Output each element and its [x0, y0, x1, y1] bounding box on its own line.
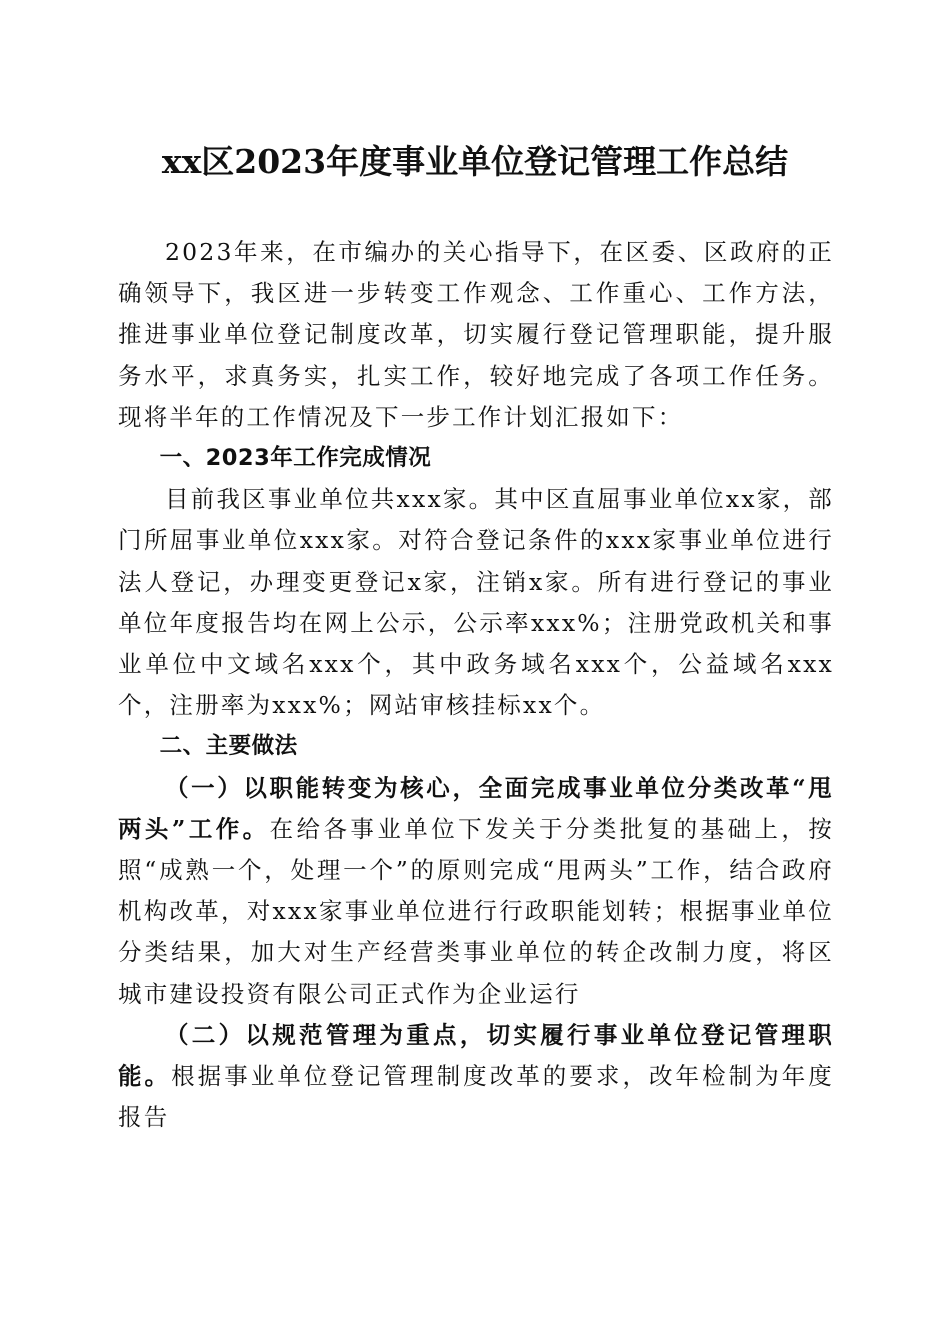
document-title: xx区2023年度事业单位登记管理工作总结 [161, 142, 789, 181]
practice-item-2-lead: （二）以规范管理为重点，切实履行事业单位登记管理职能。 [118, 1020, 834, 1091]
completion-paragraph: 目前我区事业单位共xxx家。其中区直屈事业单位xx家，部门所屈事业单位xxx家。对符合登记条件的xxx家事业单位进行法人登记，办理变更登记x家，注销x家。所有进行登记的事业单位年度报告均在网上公示，公示率xxx%；注册党政机关和事业单位中文域名xxx个，其中政务域名xxx个，公益域名xxx个，注册率为xxx%；网站审核挂标xx个。 [118, 485, 834, 720]
document-body [118, 232, 834, 1138]
section-heading-practices: 二、主要做法 [159, 733, 298, 760]
practice-item-1 [118, 768, 834, 1015]
practice-item-2 [118, 1015, 834, 1139]
practice-item-1-text: 在给各事业单位下发关于分类批复的基础上，按照“成熟一个，处理一个”的原则完成“甩两头”工作，结合政府机构改革，对xxx家事业单位进行行政职能划转；根据事业单位分类结果，加大对生产经营类事业单位的转企改制力度，将区城市建设投资有限公司正式作为企业运行 [118, 814, 834, 1008]
practice-item-2-text: 根据事业单位登记管理制度改革的要求，改年检制为年度报告 [118, 1062, 835, 1132]
practice-item-1-lead: （一）以职能转变为核心，全面完成事业单位分类改革“甩两头”工作。 [118, 773, 834, 843]
section-heading-completion: 一、2023年工作完成情况 [159, 445, 432, 472]
intro-paragraph: 2023年来，在市编办的关心指导下，在区委、区政府的正确领导下，我区进一步转变工作观念、工作重心、工作方法，推进事业单位登记制度改革，切实履行登记管理职能，提升服务水平，求真务实，扎实工作，较好地完成了各项工作任务。现将半年的工作情况及下一步工作计划汇报如下： [118, 238, 834, 431]
